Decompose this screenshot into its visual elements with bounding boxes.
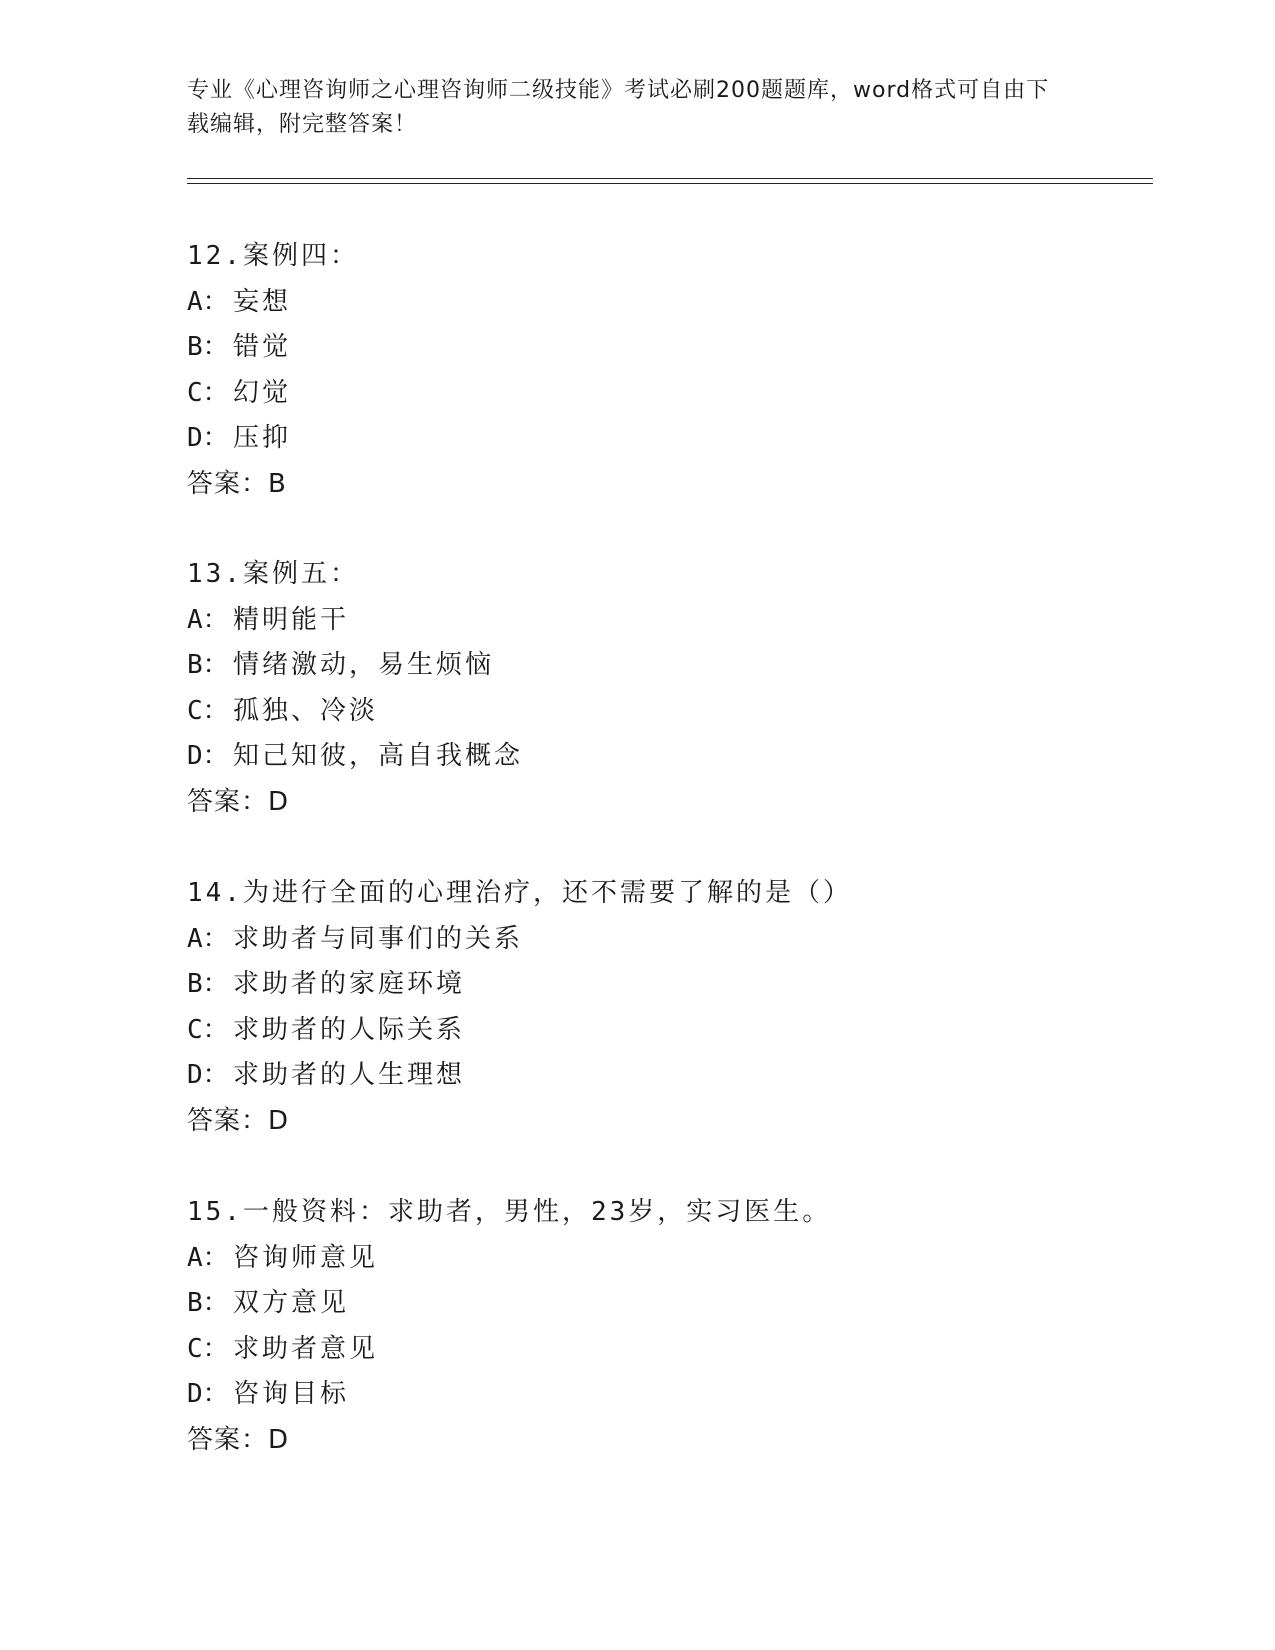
question-stem: 14.为进行全面的心理治疗，还不需要了解的是（）	[187, 878, 852, 908]
option-letter: A：	[187, 1242, 229, 1273]
option-letter: C：	[187, 1014, 229, 1045]
option-a	[187, 598, 1137, 644]
option-text: 咨询师意见	[233, 1242, 379, 1273]
option-text: 求助者的人生理想	[233, 1060, 466, 1091]
option-letter: D：	[187, 741, 229, 772]
option-letter: B：	[187, 650, 229, 681]
header-divider-bottom	[187, 183, 1153, 184]
answer-line: 答案：D	[187, 1105, 290, 1136]
option-letter: A：	[187, 604, 229, 635]
option-c	[187, 371, 1137, 417]
option-text: 求助者意见	[233, 1333, 379, 1364]
option-letter: C：	[187, 1333, 229, 1364]
question-13	[187, 552, 1137, 826]
question-stem: 13.案例五：	[187, 559, 359, 589]
option-letter: D：	[187, 1060, 229, 1091]
option-text: 求助者的人际关系	[233, 1014, 466, 1045]
answer-line: 答案：D	[187, 1424, 290, 1455]
option-text: 咨询目标	[233, 1379, 350, 1410]
option-letter: A：	[187, 923, 229, 954]
option-a	[187, 917, 1137, 963]
question-14	[187, 871, 1137, 1145]
question-15	[187, 1190, 1137, 1464]
option-d	[187, 1372, 1137, 1418]
option-text: 情绪激动，易生烦恼	[233, 650, 495, 681]
option-text: 幻觉	[233, 377, 292, 408]
option-d	[187, 734, 1137, 780]
option-letter: D：	[187, 1379, 229, 1410]
option-a	[187, 1236, 1137, 1282]
header-divider-top	[187, 178, 1153, 179]
question-stem: 12.案例四：	[187, 241, 359, 271]
option-text: 知己知彼，高自我概念	[233, 741, 524, 772]
option-letter: C：	[187, 377, 229, 408]
option-a	[187, 280, 1137, 326]
option-letter: C：	[187, 695, 229, 726]
option-b	[187, 643, 1137, 689]
option-c	[187, 1327, 1137, 1373]
option-text: 精明能干	[233, 604, 350, 635]
option-text: 双方意见	[233, 1288, 350, 1319]
option-text: 求助者与同事们的关系	[233, 923, 524, 954]
option-c	[187, 1008, 1137, 1054]
question-stem: 15.一般资料：求助者，男性，23岁，实习医生。	[187, 1197, 832, 1227]
option-d	[187, 1053, 1137, 1099]
option-b	[187, 962, 1137, 1008]
question-12	[187, 234, 1137, 508]
option-d	[187, 416, 1137, 462]
option-text: 妄想	[233, 286, 292, 317]
document-header	[187, 74, 1067, 142]
option-letter: B：	[187, 1288, 229, 1319]
answer-line: 答案：B	[187, 468, 287, 499]
answer-line: 答案：D	[187, 786, 290, 817]
option-text: 求助者的家庭环境	[233, 969, 466, 1000]
option-letter: A：	[187, 286, 229, 317]
option-text: 错觉	[233, 332, 292, 363]
header-text: 专业《心理咨询师之心理咨询师二级技能》考试必刷200题题库，word格式可自由下载编辑，附完整答案！	[187, 78, 1050, 137]
option-b	[187, 1281, 1137, 1327]
option-b	[187, 325, 1137, 371]
option-letter: D：	[187, 423, 229, 454]
option-letter: B：	[187, 969, 229, 1000]
option-text: 压抑	[233, 423, 292, 454]
option-text: 孤独、冷淡	[233, 695, 379, 726]
option-c	[187, 689, 1137, 735]
option-letter: B：	[187, 332, 229, 363]
